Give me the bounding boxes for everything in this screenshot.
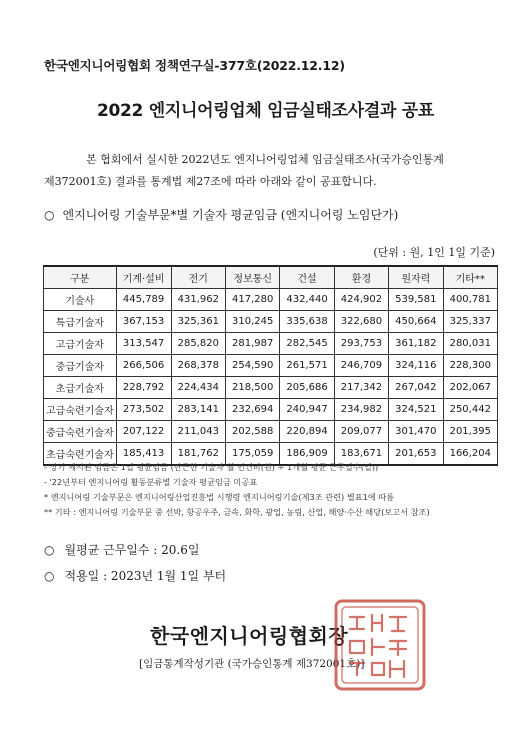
table-cell: 166,204 (443, 443, 497, 466)
table-cell: 201,395 (443, 421, 497, 443)
circle-bullet-icon: ○ (44, 543, 55, 557)
table-row (44, 399, 498, 421)
document-header: 한국엔지니어링협회 정책연구실-377호(2022.12.12) (44, 58, 345, 73)
table-row (44, 377, 498, 399)
table-row (44, 355, 498, 377)
section-heading (44, 206, 398, 223)
table-cell: 267,042 (389, 377, 443, 399)
table-cell: 424,902 (334, 289, 388, 311)
table-cell: 293,753 (334, 333, 388, 355)
table-cell: 185,413 (116, 443, 171, 466)
column-header: 전기 (171, 266, 225, 289)
row-label: 중급기술자 (44, 355, 117, 377)
footnote: - '22년부터 엔지니어링 활동분류별 기술자 평균임금 미공표 (44, 477, 258, 487)
row-label: 초급숙련기술자 (44, 443, 117, 466)
table-cell: 301,470 (389, 421, 443, 443)
intro-paragraph (44, 149, 504, 193)
column-header: 건설 (280, 266, 334, 289)
table-cell: 268,378 (171, 355, 225, 377)
table-cell: 283,141 (171, 399, 225, 421)
row-label: 초급기술자 (44, 377, 117, 399)
wage-table (43, 265, 498, 466)
table-cell: 211,043 (171, 421, 225, 443)
table-cell: 232,694 (225, 399, 279, 421)
table-cell: 325,361 (171, 311, 225, 333)
official-seal-icon (332, 597, 428, 693)
table-cell: 201,653 (389, 443, 443, 466)
footer-note: [임금통계작성기관 (국가승인통계 제372001호)] (139, 658, 365, 670)
row-label: 중급숙련기술자 (44, 421, 117, 443)
table-cell: 224,434 (171, 377, 225, 399)
row-label: 기술사 (44, 289, 117, 311)
table-cell: 254,590 (225, 355, 279, 377)
column-header: 기계·설비 (116, 266, 171, 289)
table-cell: 417,280 (225, 289, 279, 311)
footnote: * 엔지니어링 기술부문은 엔지니어링산업진흥법 시행령 엔지니어링기술(제3조 관련) 별표1에 따름 (44, 492, 395, 502)
table-cell: 220,894 (280, 421, 334, 443)
work-days-text: 월평균 근무일수 : 20.6일 (64, 543, 200, 557)
table-cell: 183,671 (334, 443, 388, 466)
row-label: 특급기술자 (44, 311, 117, 333)
circle-bullet-icon: ○ (44, 569, 55, 583)
table-cell: 445,789 (116, 289, 171, 311)
table-cell: 266,506 (116, 355, 171, 377)
table-cell: 228,792 (116, 377, 171, 399)
table-cell: 324,521 (389, 399, 443, 421)
table-row (44, 311, 498, 333)
table-cell: 335,638 (280, 311, 334, 333)
work-days-item (44, 541, 199, 558)
table-cell: 324,116 (389, 355, 443, 377)
table-cell: 202,588 (225, 421, 279, 443)
table-cell: 431,962 (171, 289, 225, 311)
table-cell: 450,664 (389, 311, 443, 333)
table-cell: 285,820 (171, 333, 225, 355)
table-cell: 228,300 (443, 355, 497, 377)
footnotes (44, 460, 514, 520)
table-cell: 325,337 (443, 311, 497, 333)
table-cell: 202,067 (443, 377, 497, 399)
table-cell: 281,987 (225, 333, 279, 355)
table-cell: 432,440 (280, 289, 334, 311)
table-cell: 207,122 (116, 421, 171, 443)
table-cell: 282,545 (280, 333, 334, 355)
table-cell: 313,547 (116, 333, 171, 355)
table-cell: 217,342 (334, 377, 388, 399)
table-cell: 218,500 (225, 377, 279, 399)
table-cell: 400,781 (443, 289, 497, 311)
column-header: 환경 (334, 266, 388, 289)
column-header: 정보통신 (225, 266, 279, 289)
table-cell: 246,709 (334, 355, 388, 377)
intro-line-1: 본 협회에서 실시한 2022년도 엔지니어링업체 임금실태조사(국가승인통계 (86, 153, 444, 166)
effective-date-item (44, 567, 226, 584)
footnote: - 상기 제시된 임금은 1일 평균임금 (만근한 기술자 월 인건비(원) ÷ 1개월 평균 근무일수(일)) (44, 462, 379, 472)
table-cell: 240,947 (280, 399, 334, 421)
table-row (44, 421, 498, 443)
column-header: 기타** (443, 266, 497, 289)
section-heading-text: 엔지니어링 기술부문*별 기술자 평균임금 (엔지니어링 노임단가) (62, 208, 399, 222)
effective-date-text: 적용일 : 2023년 1월 1일 부터 (64, 569, 227, 583)
column-header: 원자력 (389, 266, 443, 289)
intro-line-2: 제372001호) 결과를 통계법 제27조에 따라 아래와 같이 공표합니다. (44, 175, 377, 188)
table-cell: 273,502 (116, 399, 171, 421)
table-cell: 367,153 (116, 311, 171, 333)
table-cell: 186,909 (280, 443, 334, 466)
table-row (44, 289, 498, 311)
row-label: 고급숙련기술자 (44, 399, 117, 421)
circle-bullet-icon: ○ (44, 208, 55, 222)
table-cell: 361,182 (389, 333, 443, 355)
row-label: 고급기술자 (44, 333, 117, 355)
table-cell: 261,571 (280, 355, 334, 377)
table-cell: 250,442 (443, 399, 497, 421)
table-header-row (44, 266, 498, 289)
table-cell: 280,031 (443, 333, 497, 355)
column-header: 구분 (44, 266, 117, 289)
table-cell: 175,059 (225, 443, 279, 466)
table-cell: 234,982 (334, 399, 388, 421)
table-cell: 539,581 (389, 289, 443, 311)
table-cell: 322,680 (334, 311, 388, 333)
organization-name: 한국엔지니어링협회장 (150, 624, 349, 648)
table-cell: 181,762 (171, 443, 225, 466)
table-row (44, 333, 498, 355)
document-title: 2022 엔지니어링업체 임금실태조사결과 공표 (96, 101, 435, 121)
table-cell: 310,245 (225, 311, 279, 333)
table-cell: 209,077 (334, 421, 388, 443)
table-cell: 205,686 (280, 377, 334, 399)
footnote: ** 기타 : 엔지니어링 기술부문 중 선박, 항공우주, 금속, 화학, 광업, 농림, 산업, 해양·수산 해당(보고서 참조) (44, 507, 430, 517)
unit-note: (단위 : 원, 1인 1일 기준) (373, 246, 495, 259)
